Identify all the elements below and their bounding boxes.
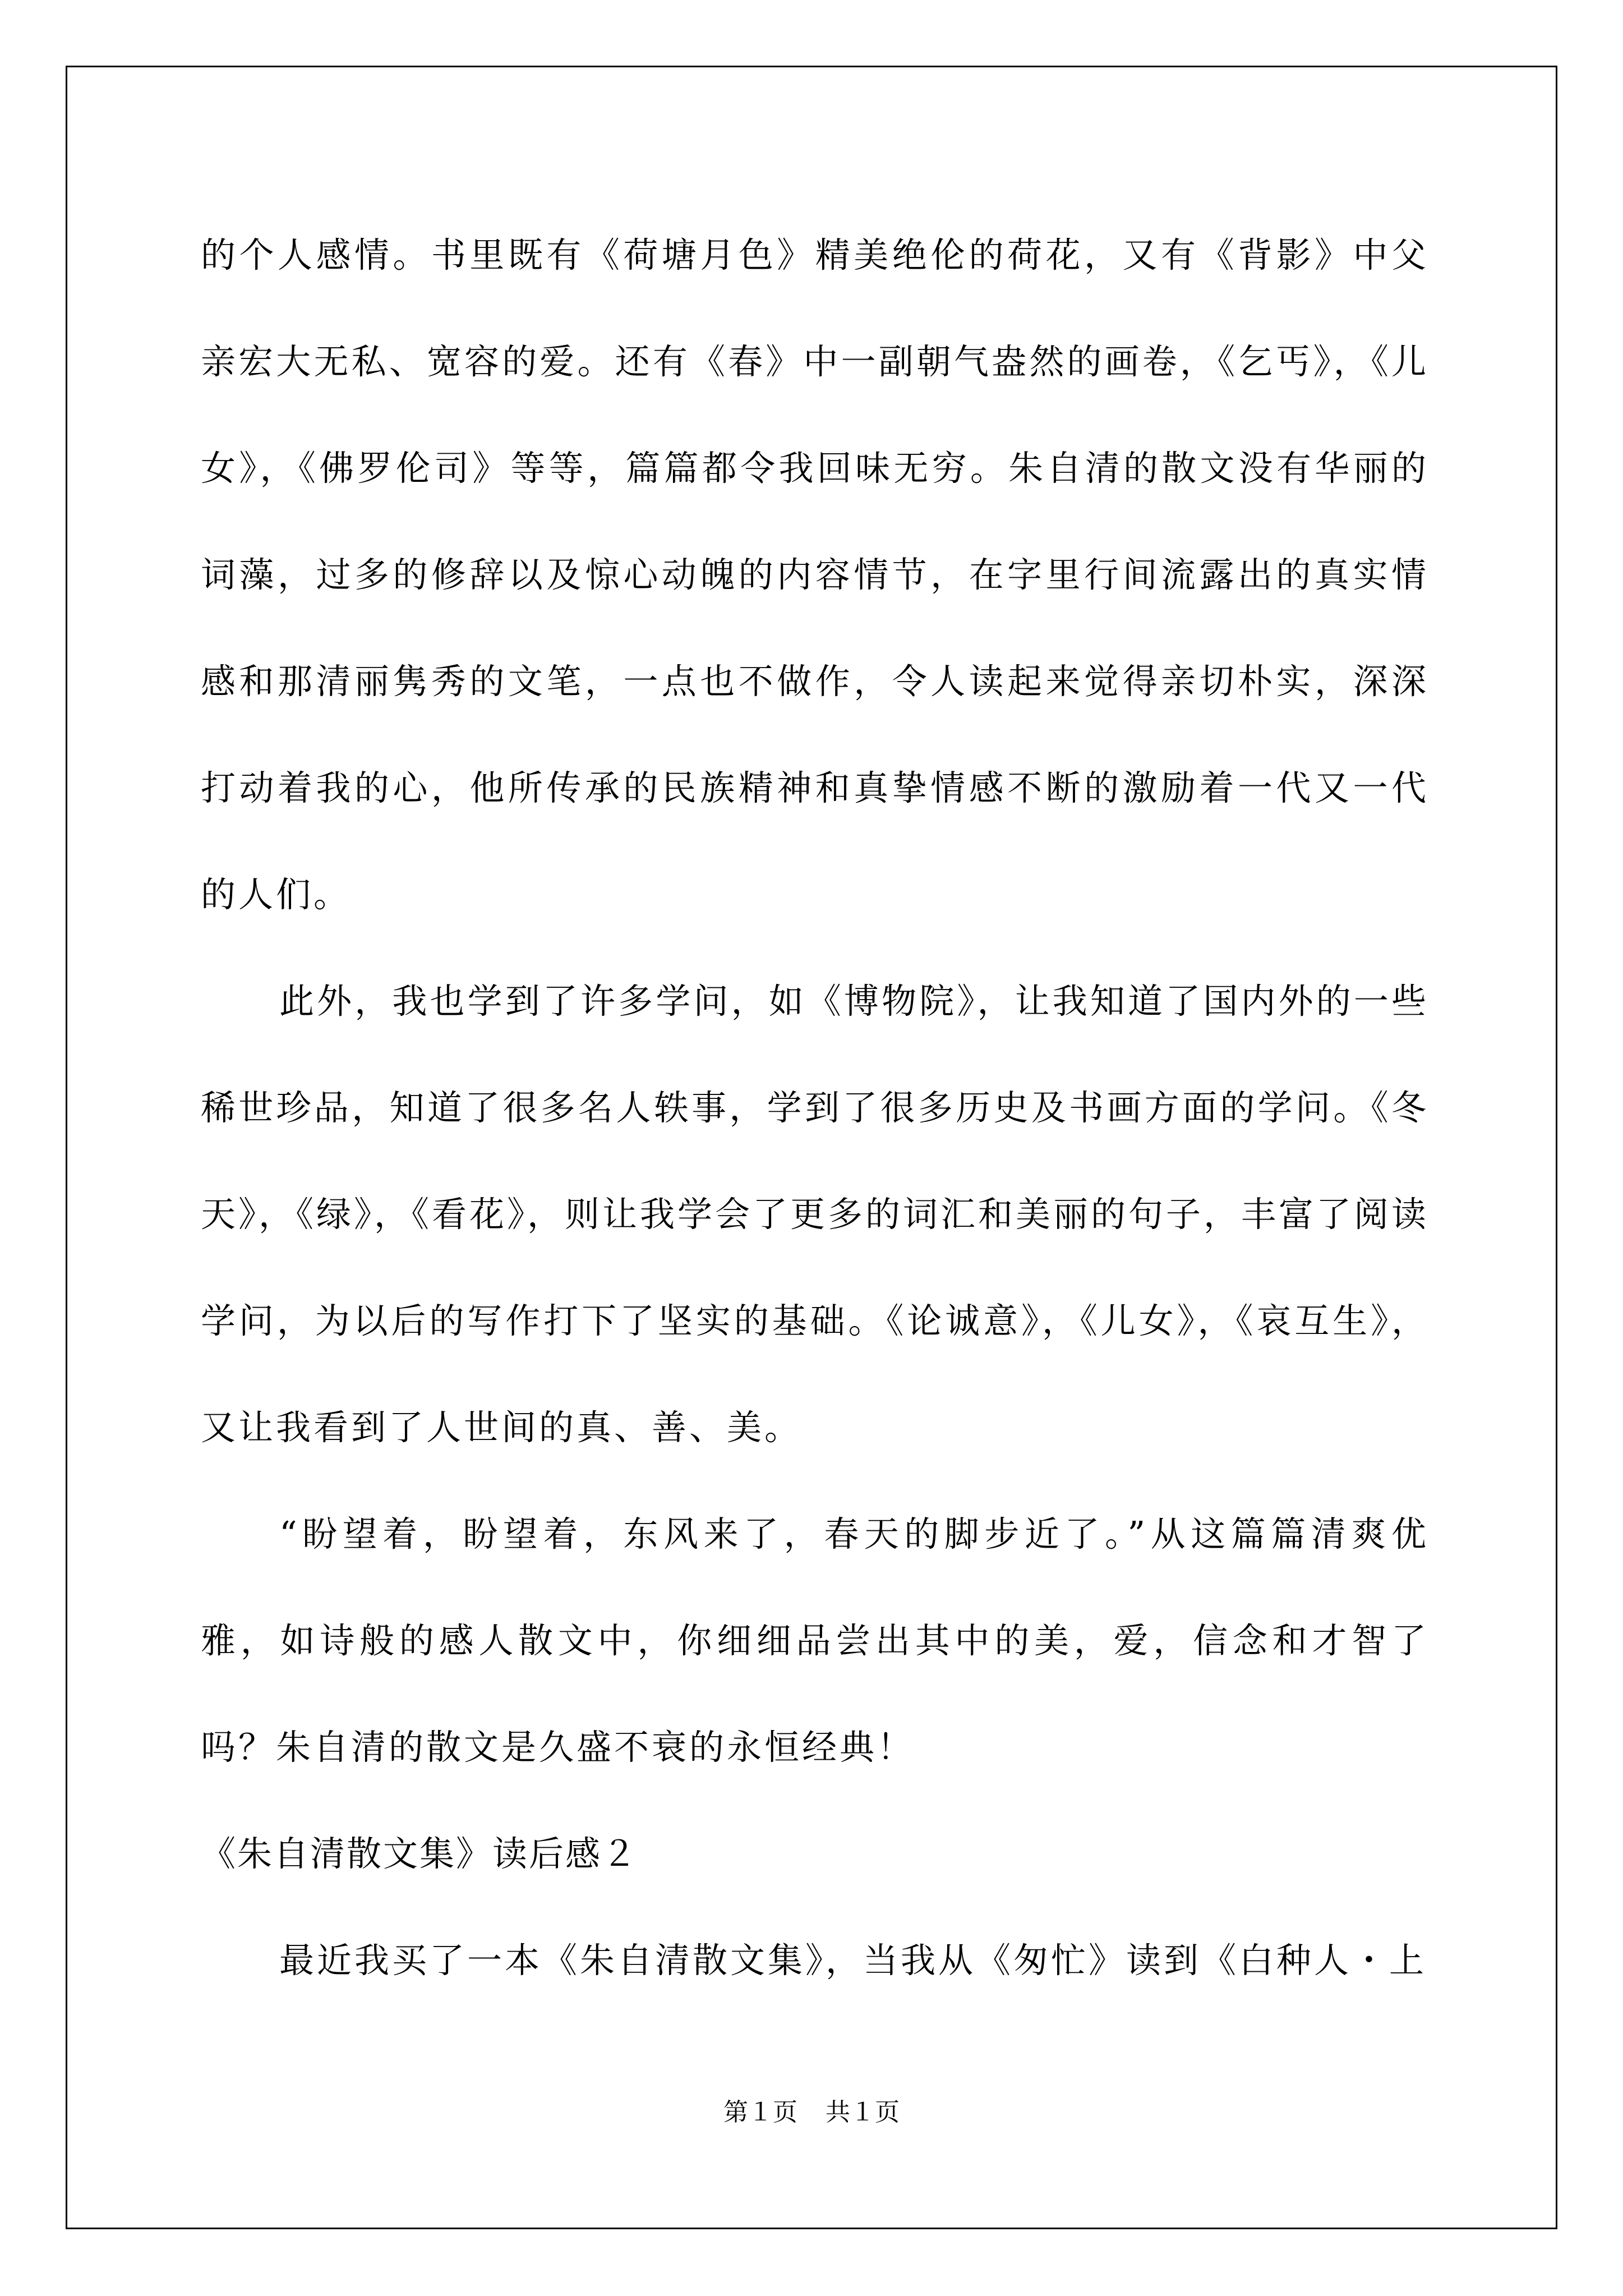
section-heading: 《朱自清散文集》读后感２ bbox=[201, 1833, 639, 1874]
page-footer bbox=[0, 2096, 1623, 2129]
paragraph-1: 的个人感情。书里既有《荷塘月色》精美绝伦的荷花，又有《背影》中父亲宏大无私、宽容的爱。还有《春》中一副朝气盎然的画卷，《乞丐》，《儿女》，《佛罗伦司》等等，篇篇都令我回味无穷。朱自清的散文没有华丽的词藻，过多的修辞以及惊心动魄的内容情节，在字里行间流露出的真实情感和那清丽隽秀的文笔，一点也不做作，令人读起来觉得亲切朴实，深深打动着我的心，他所传承的民族精神和真挚情感不断的激励着一代又一代的人们。 bbox=[201, 234, 1429, 915]
page-number-total: 共１页 bbox=[826, 2099, 900, 2126]
paragraph-3: “盼望着，盼望着，东风来了，春天的脚步近了。”从这篇篇清爽优雅，如诗般的感人散文中，你细细品尝出其中的美，爱，信念和才智了吗？朱自清的散文是久盛不衰的永恒经典！ bbox=[201, 1513, 1429, 1768]
paragraph-4: 最近我买了一本《朱自清散文集》，当我从《匆忙》读到《白种人・上 bbox=[279, 1940, 1427, 1981]
document-body bbox=[201, 202, 1429, 2014]
page-number-current: 第１页 bbox=[723, 2099, 797, 2126]
paragraph-2: 此外，我也学到了许多学问，如《博物院》，让我知道了国内外的一些稀世珍品，知道了很多名人轶事，学到了很多历史及书画方面的学问。《冬天》，《绿》，《看花》，则让我学会了更多的词汇和美丽的句子，丰富了阅读学问，为以后的写作打下了坚实的基础。《论诚意》，《儿女》，《哀互生》，又让我看到了人世间的真、善、美。 bbox=[201, 981, 1430, 1448]
